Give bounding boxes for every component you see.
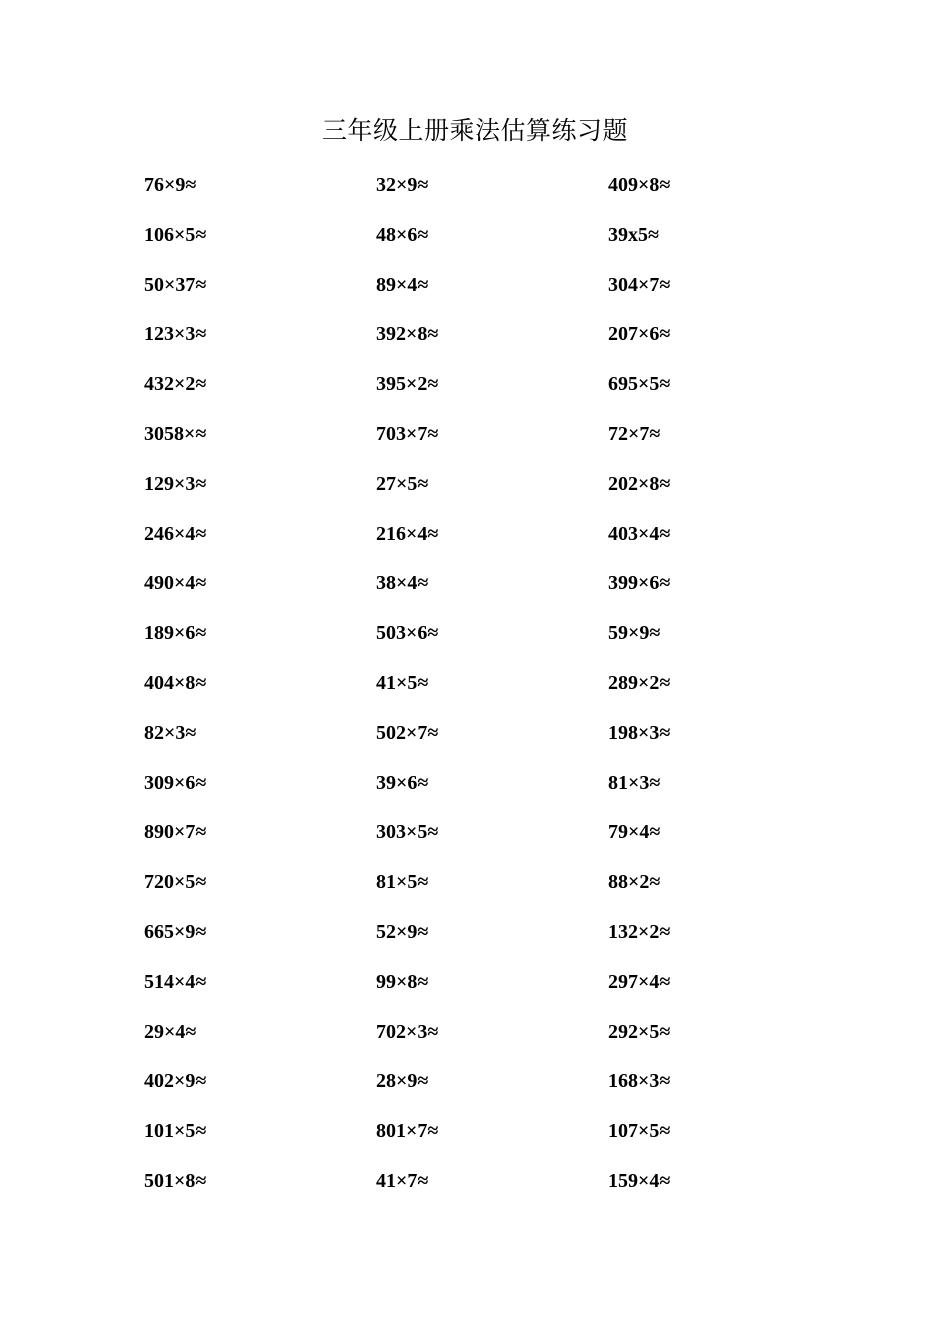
problem-item: 27×5≈ xyxy=(376,472,429,495)
problem-item: 303×5≈ xyxy=(376,821,439,844)
problem-item: 304×7≈ xyxy=(608,273,671,296)
problem-row xyxy=(0,813,950,863)
problem-item: 292×5≈ xyxy=(608,1020,671,1043)
problem-item: 106×5≈ xyxy=(144,223,207,246)
problem-item: 207×6≈ xyxy=(608,323,671,346)
problem-item: 81×5≈ xyxy=(376,871,429,894)
problem-row xyxy=(0,315,950,365)
problem-item: 198×3≈ xyxy=(608,721,671,744)
problem-row xyxy=(0,913,950,963)
problem-item: 297×4≈ xyxy=(608,970,671,993)
problem-item: 720×5≈ xyxy=(144,871,207,894)
problem-row xyxy=(0,714,950,764)
problem-item: 168×3≈ xyxy=(608,1070,671,1093)
problem-row xyxy=(0,1112,950,1162)
problem-grid xyxy=(0,166,950,1212)
problem-item: 702×3≈ xyxy=(376,1020,439,1043)
problem-item: 890×7≈ xyxy=(144,821,207,844)
problem-row xyxy=(0,166,950,216)
problem-item: 72×7≈ xyxy=(608,422,661,445)
problem-row xyxy=(0,863,950,913)
page-title: 三年级上册乘法估算练习题 xyxy=(321,118,628,145)
problem-item: 202×8≈ xyxy=(608,472,671,495)
problem-item: 129×3≈ xyxy=(144,472,207,495)
problem-item: 399×6≈ xyxy=(608,572,671,595)
problem-item: 395×2≈ xyxy=(376,373,439,396)
problem-item: 490×4≈ xyxy=(144,572,207,595)
problem-item: 159×4≈ xyxy=(608,1169,671,1192)
problem-item: 107×5≈ xyxy=(608,1120,671,1143)
problem-item: 703×7≈ xyxy=(376,422,439,445)
problem-item: 514×4≈ xyxy=(144,970,207,993)
problem-item: 29×4≈ xyxy=(144,1020,197,1043)
problem-item: 695×5≈ xyxy=(608,373,671,396)
problem-row xyxy=(0,1062,950,1112)
problem-item: 432×2≈ xyxy=(144,373,207,396)
problem-item: 404×8≈ xyxy=(144,671,207,694)
problem-item: 39×6≈ xyxy=(376,771,429,794)
problem-item: 50×37≈ xyxy=(144,273,207,296)
problem-item: 502×7≈ xyxy=(376,721,439,744)
problem-item: 503×6≈ xyxy=(376,622,439,645)
problem-item: 39x5≈ xyxy=(608,223,659,246)
problem-item: 32×9≈ xyxy=(376,174,429,196)
problem-item: 101×5≈ xyxy=(144,1120,207,1143)
problem-item: 189×6≈ xyxy=(144,622,207,645)
problem-item: 403×4≈ xyxy=(608,522,671,545)
problem-row xyxy=(0,614,950,664)
problem-row xyxy=(0,963,950,1013)
problem-row xyxy=(0,564,950,614)
problem-item: 89×4≈ xyxy=(376,273,429,296)
problem-item: 402×9≈ xyxy=(144,1070,207,1093)
problem-item: 409×8≈ xyxy=(608,174,671,196)
problem-row xyxy=(0,415,950,465)
problem-item: 79×4≈ xyxy=(608,821,661,844)
problem-item: 99×8≈ xyxy=(376,970,429,993)
problem-item: 28×9≈ xyxy=(376,1070,429,1093)
problem-item: 76×9≈ xyxy=(144,174,197,196)
problem-item: 81×3≈ xyxy=(608,771,661,794)
problem-item: 41×7≈ xyxy=(376,1169,429,1192)
problem-row xyxy=(0,1013,950,1063)
problem-row xyxy=(0,465,950,515)
problem-row xyxy=(0,365,950,415)
problem-item: 38×4≈ xyxy=(376,572,429,595)
problem-item: 289×2≈ xyxy=(608,671,671,694)
problem-item: 82×3≈ xyxy=(144,721,197,744)
problem-item: 392×8≈ xyxy=(376,323,439,346)
problem-row xyxy=(0,664,950,714)
problem-item: 41×5≈ xyxy=(376,671,429,694)
problem-item: 309×6≈ xyxy=(144,771,207,794)
problem-item: 48×6≈ xyxy=(376,223,429,246)
problem-item: 88×2≈ xyxy=(608,871,661,894)
problem-item: 132×2≈ xyxy=(608,920,671,943)
problem-item: 59×9≈ xyxy=(608,622,661,645)
problem-item: 52×9≈ xyxy=(376,920,429,943)
problem-item: 216×4≈ xyxy=(376,522,439,545)
problem-row xyxy=(0,1162,950,1212)
problem-item: 246×4≈ xyxy=(144,522,207,545)
problem-item: 123×3≈ xyxy=(144,323,207,346)
problem-item: 665×9≈ xyxy=(144,920,207,943)
problem-row xyxy=(0,216,950,266)
problem-item: 801×7≈ xyxy=(376,1120,439,1143)
problem-row xyxy=(0,515,950,565)
problem-row xyxy=(0,764,950,814)
problem-item: 3058×≈ xyxy=(144,422,207,445)
problem-row xyxy=(0,266,950,316)
problem-item: 501×8≈ xyxy=(144,1169,207,1192)
